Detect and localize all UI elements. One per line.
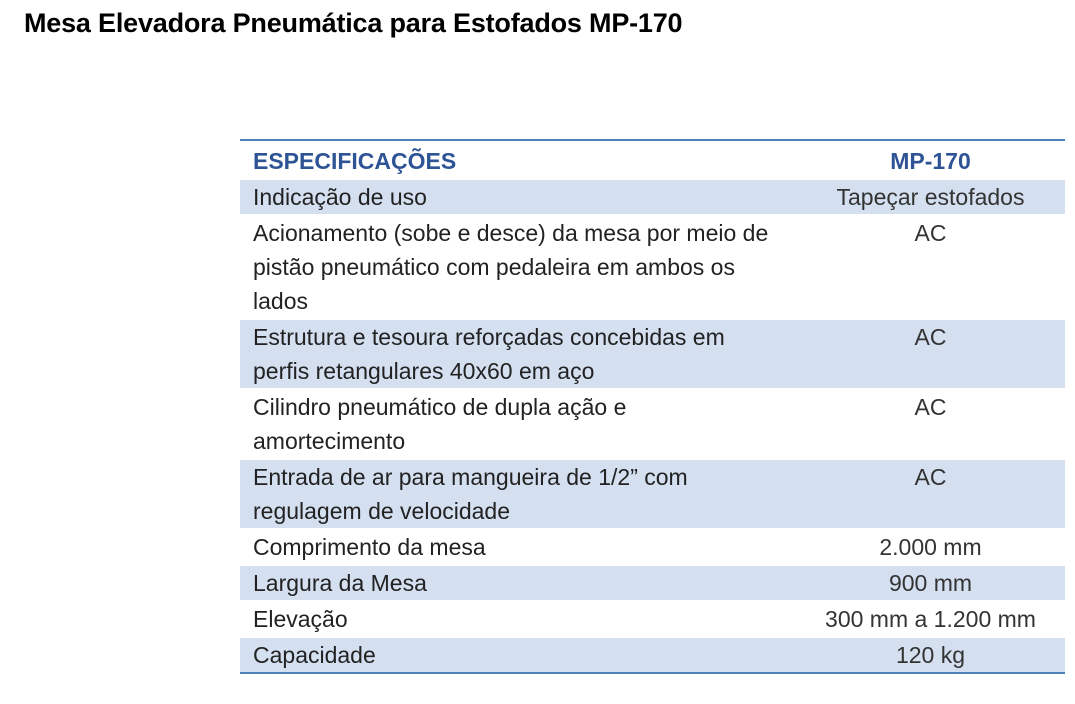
spec-value: AC: [796, 319, 1065, 389]
spec-label: Indicação de uso: [240, 179, 796, 215]
table-row: [240, 179, 1065, 215]
spec-value: AC: [796, 459, 1065, 529]
table-row: [240, 565, 1065, 601]
spec-value: AC: [796, 215, 1065, 319]
spec-value: Tapeçar estofados: [796, 179, 1065, 215]
header-specifications: ESPECIFICAÇÕES: [253, 148, 457, 174]
spec-value: 120 kg: [796, 637, 1065, 673]
table-header-row: [240, 140, 1065, 179]
table-row: [240, 529, 1065, 565]
page-title: Mesa Elevadora Pneumática para Estofados MP-170: [24, 8, 683, 38]
table-row: [240, 389, 1065, 459]
spec-label: Entrada de ar para mangueira de 1/2” com regulagem de velocidade: [240, 459, 796, 529]
spec-label: Acionamento (sobe e desce) da mesa por meio de pistão pneumático com pedaleira em ambos os lados: [240, 215, 796, 319]
spec-value: 300 mm a 1.200 mm: [796, 601, 1065, 637]
spec-value: AC: [796, 389, 1065, 459]
spec-label: Estrutura e tesoura reforçadas concebidas em perfis retangulares 40x60 em aço: [240, 319, 796, 389]
spec-label: Cilindro pneumático de dupla ação e amortecimento: [240, 389, 796, 459]
spec-value: 2.000 mm: [796, 529, 1065, 565]
spec-label: Comprimento da mesa: [240, 529, 796, 565]
table-row: [240, 319, 1065, 389]
header-model: MP-170: [890, 148, 971, 174]
spec-label: Elevação: [240, 601, 796, 637]
specifications-table: [240, 139, 1065, 674]
table-row: [240, 459, 1065, 529]
spec-label: Largura da Mesa: [240, 565, 796, 601]
spec-value: 900 mm: [796, 565, 1065, 601]
table-row: [240, 601, 1065, 637]
spec-label: Capacidade: [240, 637, 796, 673]
table-row: [240, 637, 1065, 673]
table-row: [240, 215, 1065, 319]
